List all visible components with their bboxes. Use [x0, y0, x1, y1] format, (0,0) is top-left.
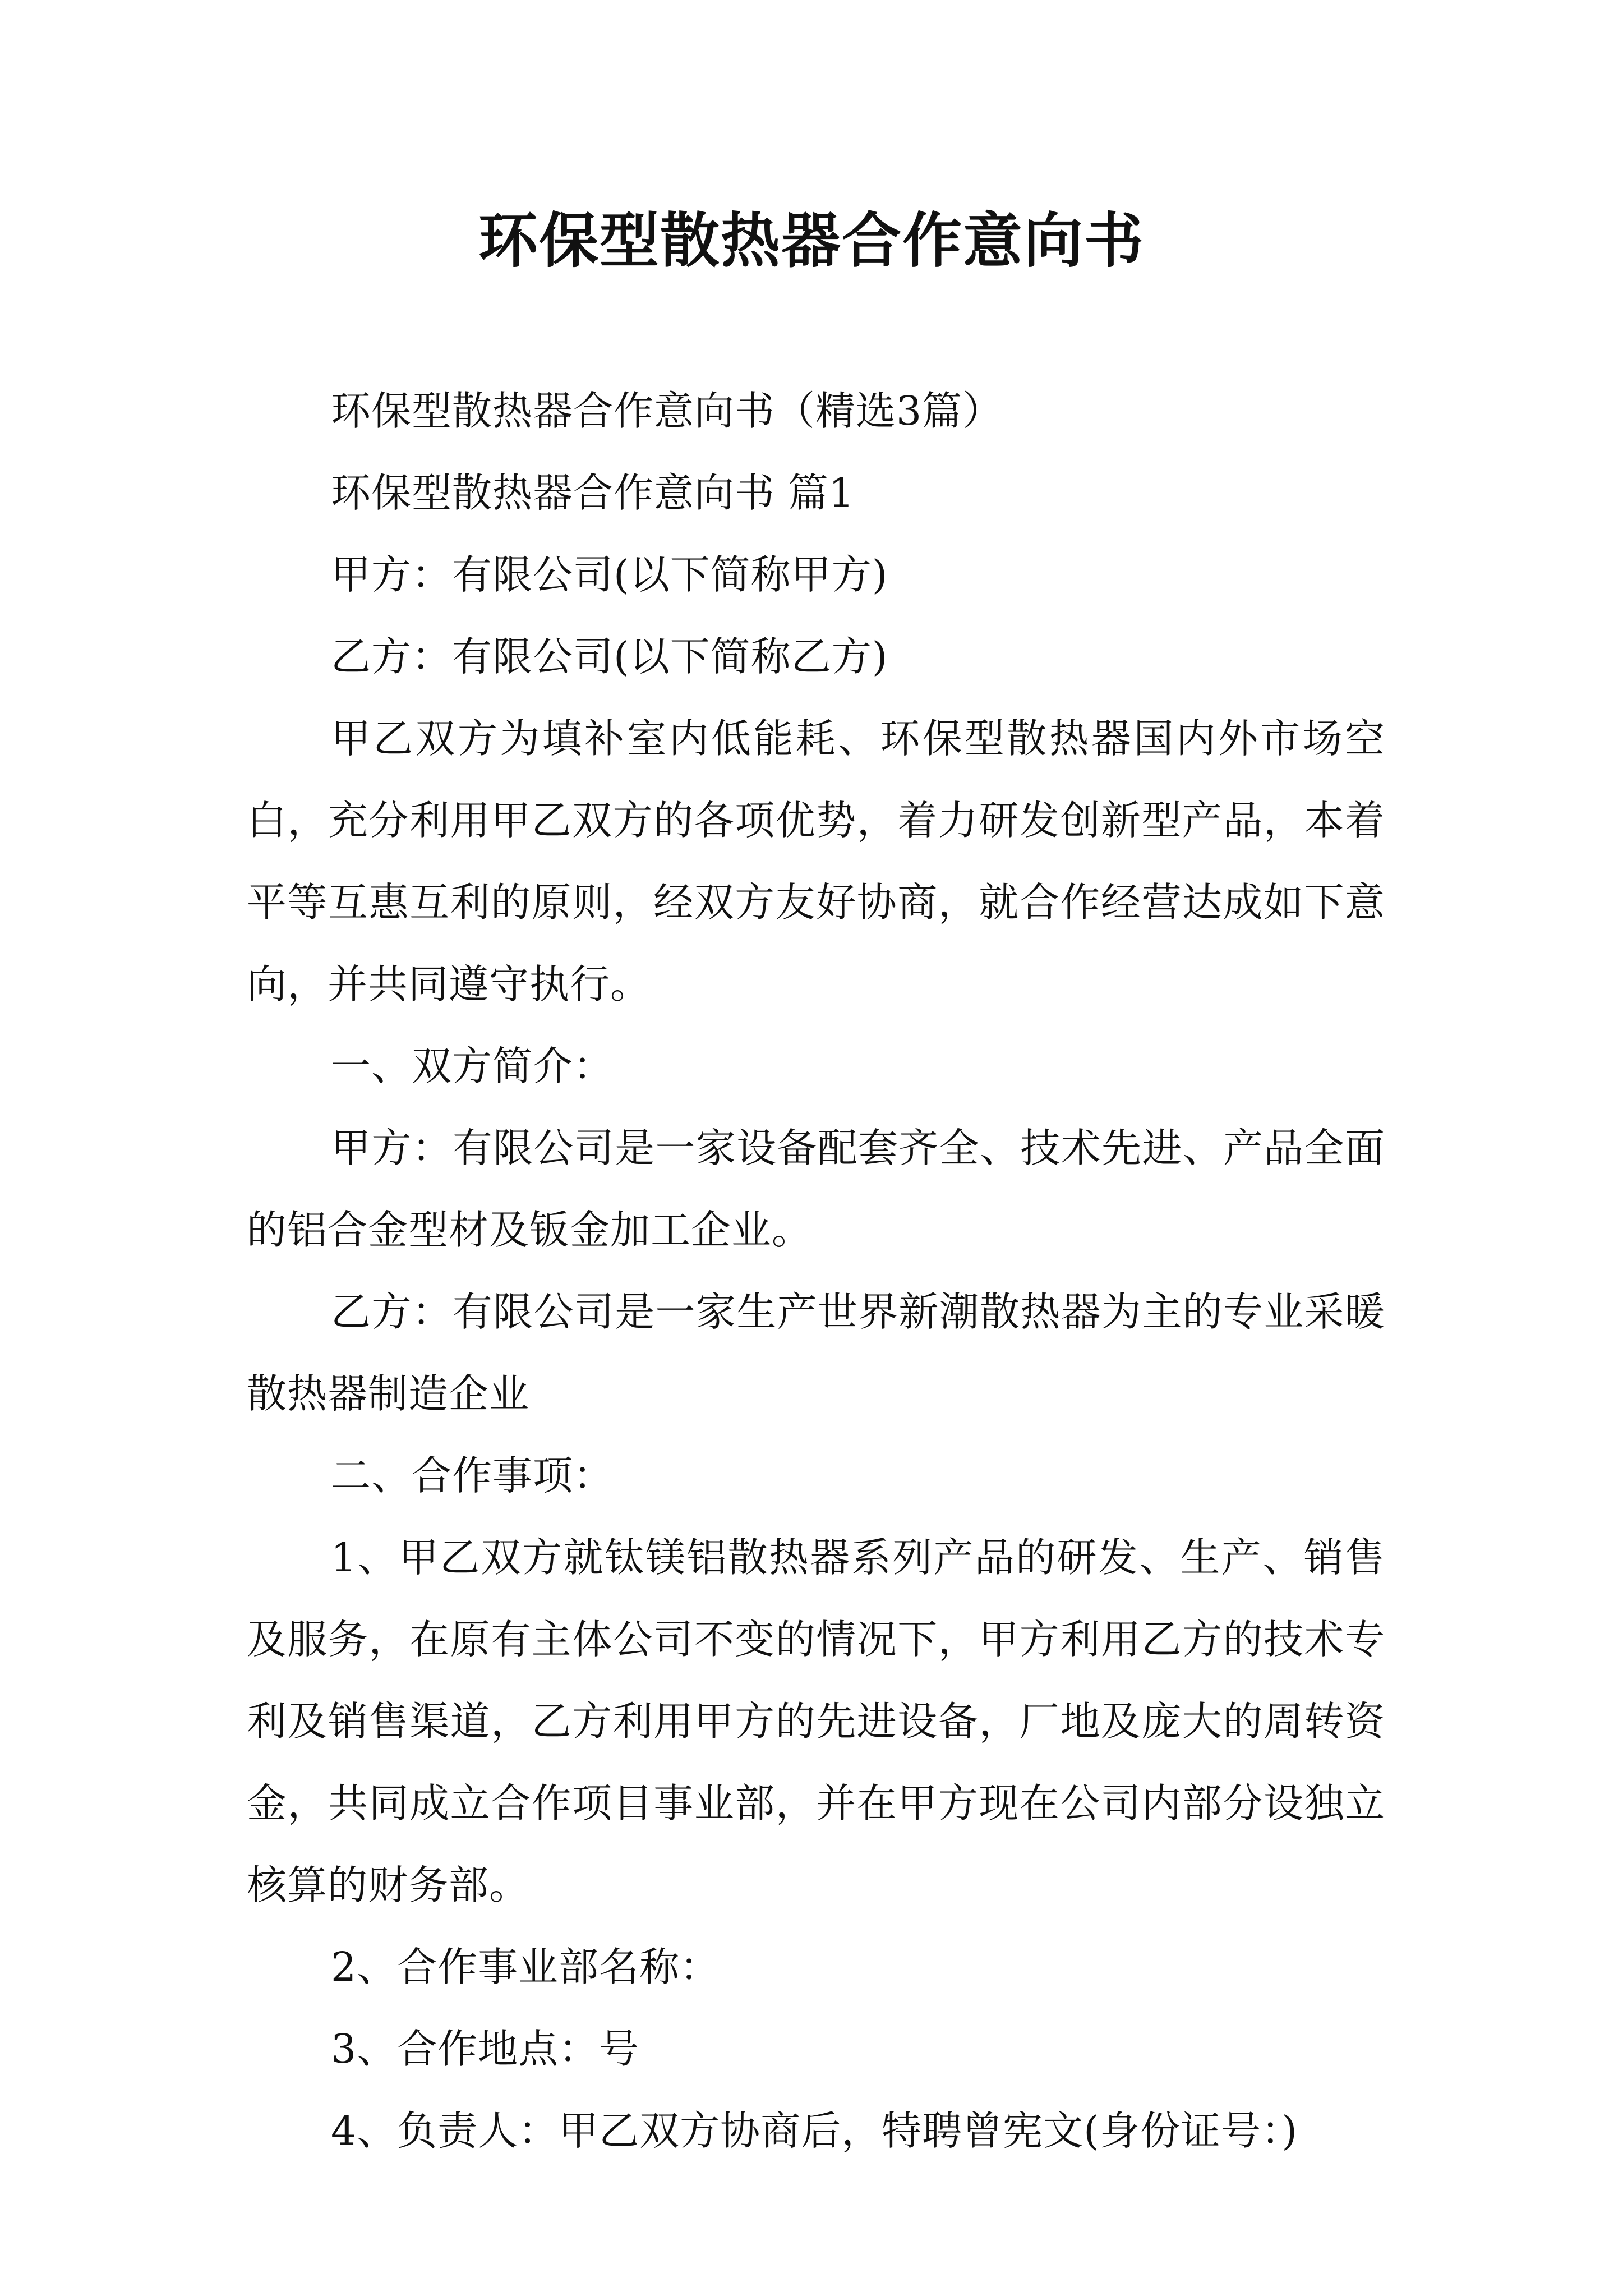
paragraph-item-3: 3、合作地点：号: [331, 2026, 640, 2072]
paragraph-party-a-intro: 甲方：有限公司是一家设备配套齐全、技术先进、产品全面的铝合金型材及钣金加工企业。: [247, 1125, 1385, 1253]
paragraph-party-b: 乙方：有限公司(以下简称乙方): [331, 633, 888, 680]
paragraph-heading-intro: 一、双方简介：: [331, 1043, 614, 1089]
paragraph-item-4: 4、负责人：甲乙双方协商后，特聘曾宪文(身份证号：): [331, 2108, 1298, 2154]
paragraph-section-heading: 环保型散热器合作意向书 篇1: [331, 470, 855, 516]
paragraph-item-1: 1、甲乙双方就钛镁铝散热器系列产品的研发、生产、销售及服务，在原有主体公司不变的情况下，甲方利用乙方的技术专利及销售渠道，乙方利用甲方的先进设备，厂地及庞大的周转资金，共同成立合作项目事业部，并在甲方现在公司内部分设独立核算的财务部。: [247, 1534, 1385, 1908]
paragraph-subtitle: 环保型散热器合作意向书（精选3篇）: [331, 388, 1003, 434]
document-title: 环保型散热器合作意向书: [478, 206, 1145, 275]
paragraph-preamble: 甲乙双方为填补室内低能耗、环保型散热器国内外市场空白，充分利用甲乙双方的各项优势，着力研发创新型产品，本着平等互惠互利的原则，经双方友好协商，就合作经营达成如下意向，并共同遵守执行。: [247, 715, 1385, 1007]
paragraph-heading-cooperation: 二、合作事项：: [331, 1452, 614, 1499]
paragraph-party-b-intro: 乙方：有限公司是一家生产世界新潮散热器为主的专业采暖散热器制造企业: [247, 1289, 1385, 1417]
paragraph-party-a: 甲方：有限公司(以下简称甲方): [331, 551, 888, 598]
document-body: [247, 370, 1385, 2172]
paragraph-item-2: 2、合作事业部名称：: [331, 1944, 721, 1990]
